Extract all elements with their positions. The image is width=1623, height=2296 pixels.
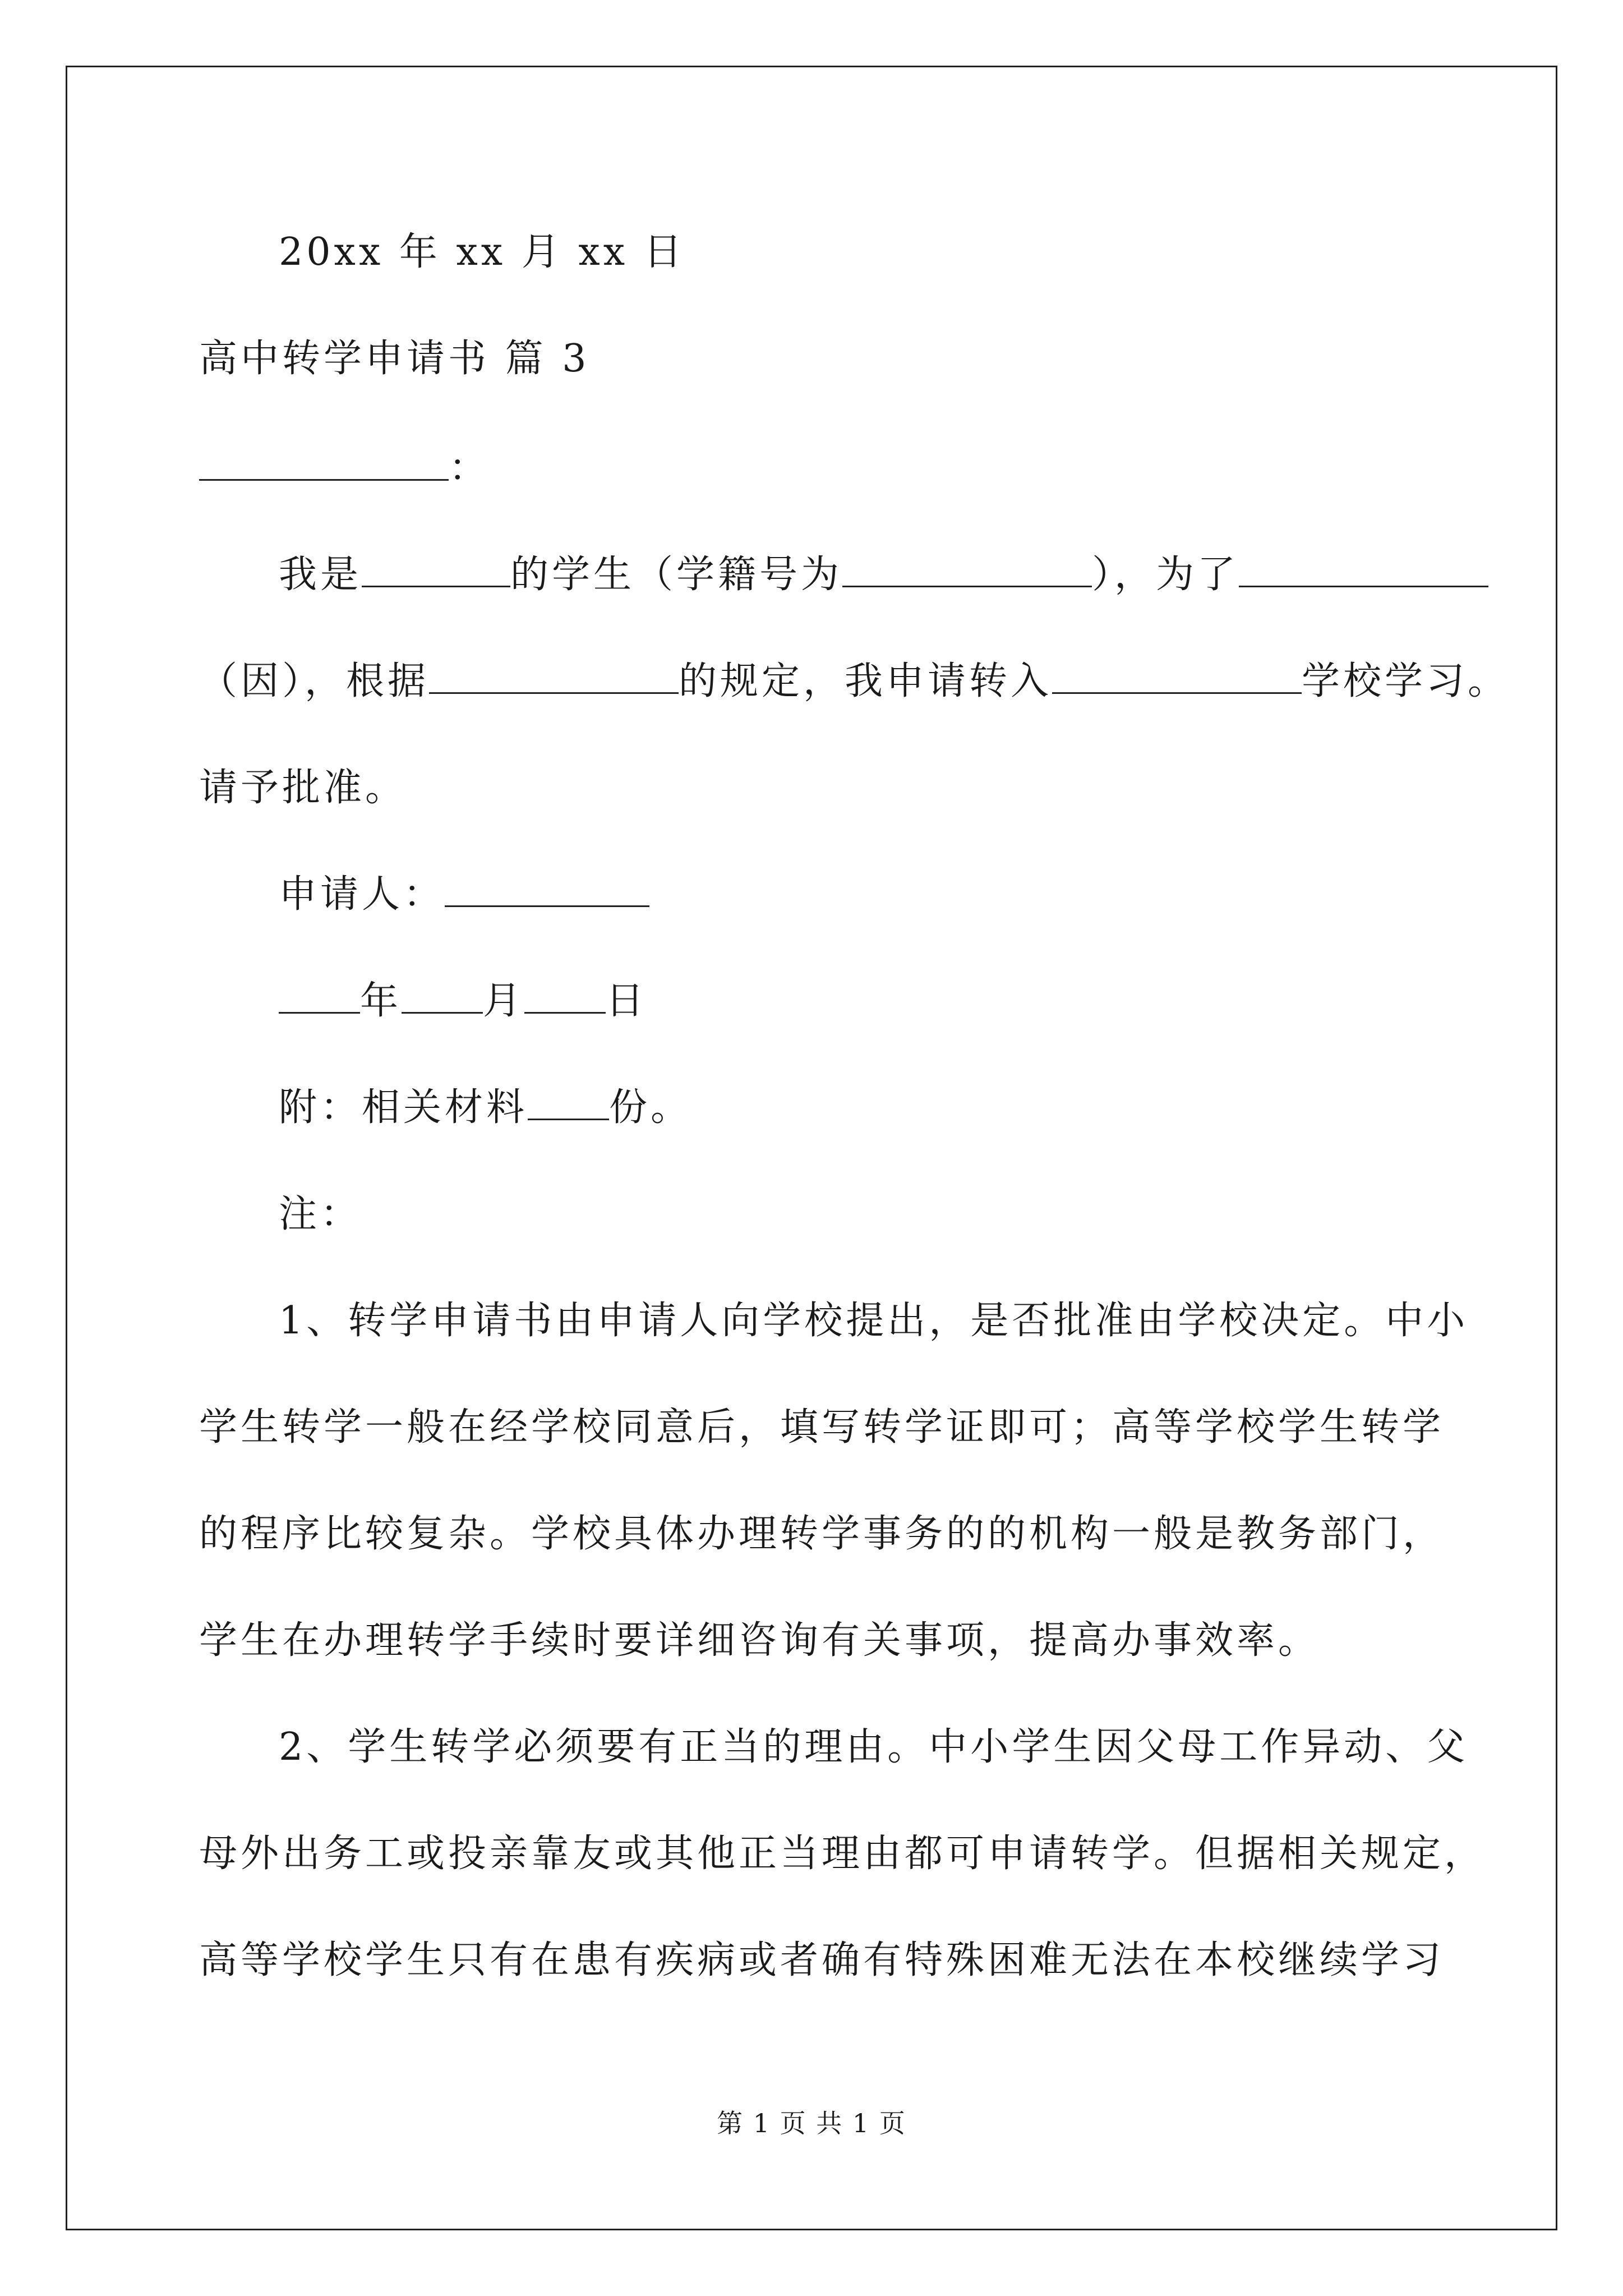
school-blank[interactable] bbox=[362, 554, 510, 587]
p1-text-f: 学校学习。 bbox=[1302, 659, 1510, 703]
note1-line1: 1、转学申请书由申请人向学校提出，是否批准由学校决定。中小 bbox=[279, 1299, 1469, 1343]
note2-line1: 2、学生转学必须要有正当的理由。中小学生因父母工作异动、父 bbox=[279, 1725, 1469, 1769]
paragraph1-line1 bbox=[279, 553, 1488, 597]
day-label: 日 bbox=[606, 979, 648, 1023]
paragraph1-line2 bbox=[199, 659, 1509, 704]
year-blank[interactable] bbox=[279, 981, 360, 1014]
note-label: 注： bbox=[279, 1192, 362, 1236]
student-id-blank[interactable] bbox=[842, 554, 1092, 587]
date-fields-line bbox=[279, 979, 647, 1024]
p1-text-d: （因），根据 bbox=[199, 659, 430, 703]
section-title: 高中转学申请书 篇 3 bbox=[199, 337, 590, 381]
paragraph1-line3: 请予批准。 bbox=[199, 766, 407, 810]
p1-text-e: 的规定，我申请转入 bbox=[679, 659, 1053, 703]
attachment-line bbox=[279, 1085, 692, 1130]
applicant-blank[interactable] bbox=[445, 874, 649, 907]
salutation-line bbox=[199, 446, 490, 491]
page-border bbox=[66, 66, 1557, 2230]
p1-text-c: ），为了 bbox=[1092, 553, 1239, 597]
p1-text-b: 的学生（学籍号为 bbox=[510, 553, 843, 597]
attachment-text-a: 附：相关材料 bbox=[279, 1085, 528, 1130]
note1-line2: 学生转学一般在经学校同意后，填写转学证即可；高等学校学生转学 bbox=[199, 1405, 1445, 1450]
applicant-label: 申请人： bbox=[279, 872, 445, 917]
year-label: 年 bbox=[360, 979, 402, 1023]
note1-line3: 的程序比较复杂。学校具体办理转学事务的的机构一般是教务部门， bbox=[199, 1512, 1445, 1556]
recipient-blank[interactable] bbox=[199, 448, 449, 481]
day-blank[interactable] bbox=[524, 981, 606, 1014]
reason-blank[interactable] bbox=[1239, 554, 1488, 587]
note1-line4: 学生在办理转学手续时要详细咨询有关事项，提高办事效率。 bbox=[199, 1618, 1320, 1663]
note2-line2: 母外出务工或投亲靠友或其他正当理由都可申请转学。但据相关规定， bbox=[199, 1832, 1486, 1876]
page-footer: 第 1 页 共 1 页 bbox=[717, 2108, 906, 2138]
month-label: 月 bbox=[483, 979, 525, 1023]
p1-text-a: 我是 bbox=[279, 553, 362, 597]
salutation-suffix: ： bbox=[449, 446, 491, 490]
note2-line3: 高等学校学生只有在患有疾病或者确有特殊困难无法在本校继续学习 bbox=[199, 1938, 1445, 1982]
attachment-text-b: 份。 bbox=[609, 1085, 693, 1130]
regulation-blank[interactable] bbox=[429, 661, 679, 694]
month-blank[interactable] bbox=[402, 981, 483, 1014]
applicant-line bbox=[279, 872, 649, 917]
date-line: 20xx 年 xx 月 xx 日 bbox=[279, 230, 685, 274]
target-school-blank[interactable] bbox=[1052, 661, 1302, 694]
attachment-count-blank[interactable] bbox=[528, 1087, 609, 1120]
